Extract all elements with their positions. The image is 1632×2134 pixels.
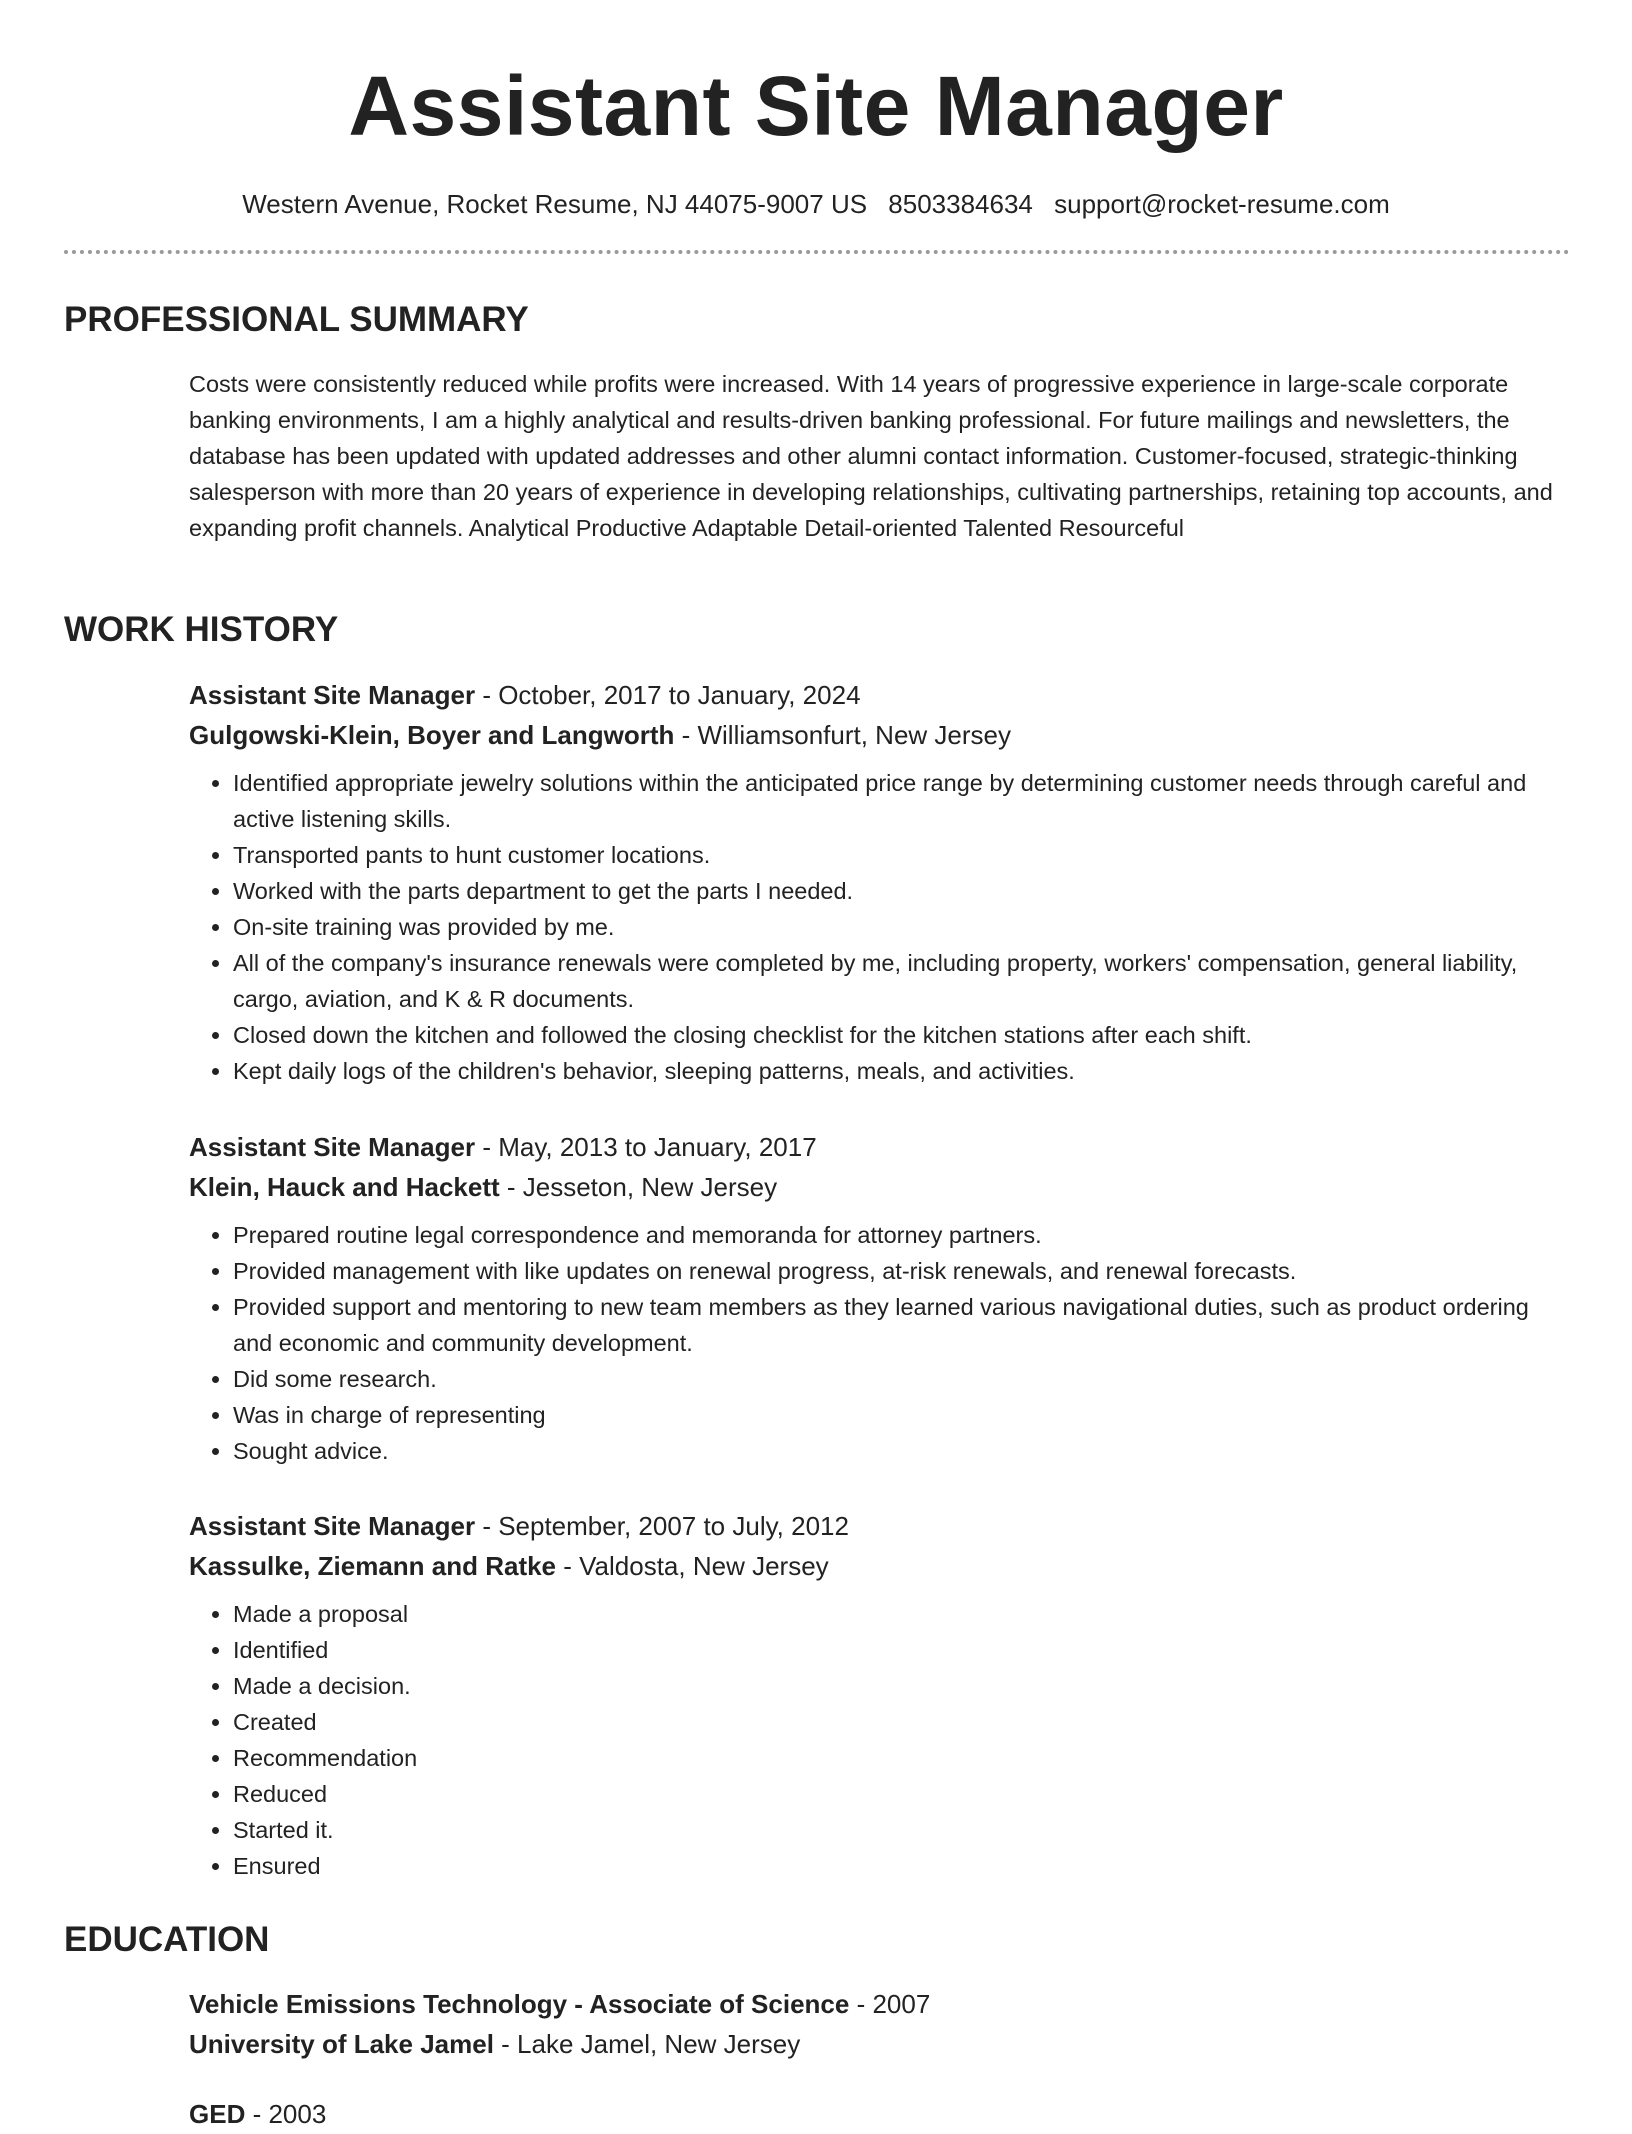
contact-address: Western Avenue, Rocket Resume, NJ 44075-9007 US (242, 189, 868, 219)
job-dates: - October, 2017 to January, 2024 (475, 680, 861, 710)
job-company: Klein, Hauck and Hackett (189, 1172, 500, 1202)
job-company: Gulgowski-Klein, Boyer and Langworth (189, 720, 675, 750)
job-bullet: • Transported pants to hunt customer locations. (233, 837, 1569, 873)
job-title: Assistant Site Manager (189, 680, 476, 710)
contact-email: support@rocket-resume.com (1054, 189, 1390, 219)
job-dates: - September, 2007 to July, 2012 (475, 1511, 849, 1541)
summary-block (189, 366, 1569, 546)
job-title-line (189, 1127, 1569, 1167)
job-company-line (189, 1546, 1569, 1586)
education-degree: GED (189, 2099, 246, 2129)
job-bullets (189, 1217, 1569, 1469)
resume-title: Assistant Site Manager (348, 59, 1284, 153)
job-entry-1 (189, 675, 1569, 1089)
job-bullets (189, 765, 1569, 1089)
summary-heading: PROFESSIONAL SUMMARY (64, 300, 529, 339)
job-title-line (189, 1506, 1569, 1546)
job-bullet: • Prepared routine legal correspondence and memoranda for attorney partners. (233, 1217, 1569, 1253)
education-year: - 2003 (245, 2099, 327, 2129)
job-bullet: • Recommendation (233, 1740, 1569, 1776)
job-title: Assistant Site Manager (189, 1132, 476, 1162)
job-bullet: • Worked with the parts department to get the parts I needed. (233, 873, 1569, 909)
education-school-line (189, 2024, 1569, 2064)
job-entry-2 (189, 1127, 1569, 1469)
job-company: Kassulke, Ziemann and Ratke (189, 1551, 557, 1581)
resume-header (0, 0, 1632, 220)
education-heading: EDUCATION (64, 1920, 270, 1959)
work-history-heading: WORK HISTORY (64, 610, 339, 649)
education-degree: Vehicle Emissions Technology - Associate of Science (189, 1989, 850, 2019)
job-bullet: • Started it. (233, 1812, 1569, 1848)
job-bullet: • Made a decision. (233, 1668, 1569, 1704)
education-degree-line (189, 2094, 1569, 2134)
job-bullets (189, 1596, 1569, 1884)
contact-line (0, 188, 1632, 220)
education-degree-line (189, 1984, 1569, 2024)
job-entry-3 (189, 1506, 1569, 1884)
job-bullet: • On-site training was provided by me. (233, 909, 1569, 945)
job-bullet: • Reduced (233, 1776, 1569, 1812)
job-bullet: • Was in charge of representing (233, 1397, 1569, 1433)
job-bullet: • Created (233, 1704, 1569, 1740)
job-bullet: • Sought advice. (233, 1433, 1569, 1469)
job-bullet: • Provided management with like updates on renewal progress, at-risk renewals, and renewal forecasts. (233, 1253, 1569, 1289)
job-bullet: • Made a proposal (233, 1596, 1569, 1632)
job-company-line (189, 1167, 1569, 1207)
job-bullet: • Identified (233, 1632, 1569, 1668)
education-location: - Lake Jamel, New Jersey (493, 2029, 801, 2059)
header-divider (64, 250, 1570, 254)
job-title: Assistant Site Manager (189, 1511, 476, 1541)
job-location: - Williamsonfurt, New Jersey (674, 720, 1011, 750)
job-bullet: • Identified appropriate jewelry solutions within the anticipated price range by determining customer needs through careful and active listening skills. (233, 765, 1569, 837)
job-bullet: • All of the company's insurance renewals were completed by me, including property, workers' compensation, general liability, cargo, aviation, and K & R documents. (233, 945, 1569, 1017)
education-school: University of Lake Jamel (189, 2029, 494, 2059)
education-entry-2 (189, 2094, 1569, 2134)
job-location: - Jesseton, New Jersey (499, 1172, 778, 1202)
job-company-line (189, 715, 1569, 755)
job-bullet: • Provided support and mentoring to new team members as they learned various navigational duties, such as product ordering and economic and community development. (233, 1289, 1569, 1361)
job-bullet: • Closed down the kitchen and followed the closing checklist for the kitchen stations after each shift. (233, 1017, 1569, 1053)
job-bullet: • Ensured (233, 1848, 1569, 1884)
education-year: - 2007 (849, 1989, 931, 2019)
job-bullet: • Kept daily logs of the children's behavior, sleeping patterns, meals, and activities. (233, 1053, 1569, 1089)
job-location: - Valdosta, New Jersey (556, 1551, 829, 1581)
education-entry-1 (189, 1984, 1569, 2064)
contact-phone: 8503384634 (888, 189, 1033, 219)
job-title-line (189, 675, 1569, 715)
summary-text: Costs were consistently reduced while profits were increased. With 14 years of progressive experience in large-scale corporate banking environments, I am a highly analytical and results-driven banking professional. For future mailings and newsletters, the database has been updated with updated addresses and other alumni contact information. Customer-focused, strategic-thinking salesperson with more than 20 years of experience in developing relationships, cultivating partnerships, retaining top accounts, and expanding profit channels. Analytical Productive Adaptable Detail-oriented Talented Resourceful (189, 371, 1553, 541)
job-dates: - May, 2013 to January, 2017 (475, 1132, 817, 1162)
job-bullet: • Did some research. (233, 1361, 1569, 1397)
